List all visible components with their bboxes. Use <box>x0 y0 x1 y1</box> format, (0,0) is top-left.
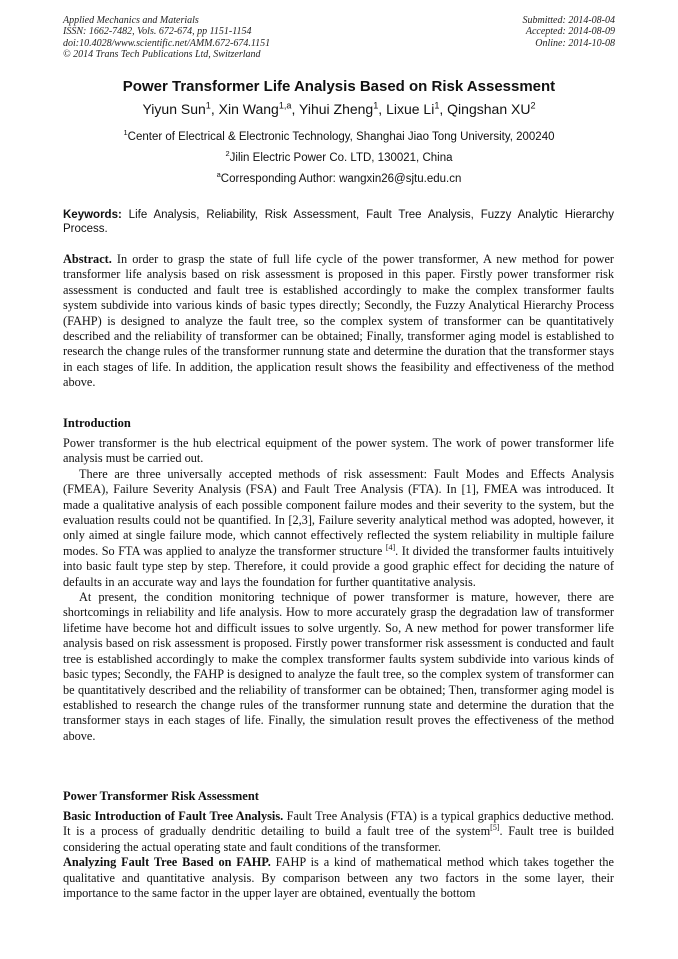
keywords-label: Keywords: <box>63 209 122 221</box>
paragraph-text: There are three universally accepted methods of risk assessment: Fault Modes and Effects Analysis (FMEA), Failure Severity Analysis (FSA) and Fault Tree Analysis (FTA). In [1], FMEA was introduced. It made a qualitative analysis of each possible component failure modes and their severity to the system, but the evaluation results could not be quantified. In [2,3], Failure severity analytical method was adopted, however, it only aimed at single failure mode, which cannot effectively reflected the system reliability in multiple failure modes. So FTA was applied to analyze the transformer structure <box>63 466 614 558</box>
issn-line: ISSN: 1662-7482, Vols. 672-674, pp 1151-1154 <box>63 26 252 38</box>
abstract <box>63 252 614 391</box>
author-name: Qingshan XU <box>447 101 531 117</box>
author-affiliation-mark: 1 <box>373 100 379 111</box>
citation-ref: [4] <box>385 542 396 552</box>
online-date: Online: 2014-10-08 <box>535 37 615 49</box>
paper-title: Power Transformer Life Analysis Based on Risk Assessment <box>122 78 556 95</box>
submitted-date: Submitted: 2014-08-04 <box>522 15 615 26</box>
journal-name: Applied Mechanics and Materials <box>63 15 199 26</box>
affiliation-text: Center of Electrical & Electronic Technology, Shanghai Jiao Tong University, 200240 <box>127 131 555 143</box>
author-separator: , <box>439 101 448 117</box>
author-affiliation-mark: 1 <box>434 100 440 111</box>
author-affiliation-mark: 1,a <box>278 100 292 111</box>
author-separator: , <box>291 101 300 117</box>
copyright-line: © 2014 Trans Tech Publications Ltd, Switzerland <box>63 48 261 60</box>
affiliation-1 <box>0 128 678 143</box>
affiliation-mark: a <box>216 170 221 180</box>
affiliation-mark: 1 <box>123 128 128 138</box>
affiliation-2 <box>0 149 678 164</box>
run-in-heading: Analyzing Fault Tree Based on FAHP. <box>63 855 271 870</box>
abstract-label: Abstract. <box>63 252 112 266</box>
corresponding-email[interactable]: Corresponding Author: wangxin26@sjtu.edu.cn <box>220 173 462 185</box>
author-name: Lixue Li <box>386 101 435 117</box>
citation-ref: [5] <box>490 823 500 833</box>
doi-link[interactable]: doi:10.4028/www.scientific.net/AMM.672-674.1151 <box>63 37 271 49</box>
intro-paragraph-3: At present, the condition monitoring technique of power transformer is mature, however, there are shortcomings in reliability and life analysis. How to more accurately grasp the degradation law of transformer lifetime have become hot and difficult issues to solve urgently. So, A new method for power transformer life analysis based on risk assessment is proposed. Firstly power transformer risk assessment is conducted and fault tree is established accordingly to make the complex transformer faults system subdivide into various kinds of basic types; Secondly, the FAHP is designed to analyze the fault tree, so the complex system of transformer can be quantitatively described and the reliability of transformer can be obtained; Then, transformer aging model is established to research the change rules of the transformer runnung state and determine the duration that the transformer stays in each stages of life. Finally, the simulation result proves the effectiveness of the method above. <box>63 590 614 743</box>
abstract-text: In order to grasp the state of full life cycle of the power transformer, A new method for power transformer life analysis based on risk assessment is proposed in this paper. Firstly power transformer risk assessment is conducted and fault tree is established accordingly to make the complex transformer faults system subdivide into various kinds of basic types directly; Secondly, the Fuzzy Analytical Hierarchy Process (FAHP) is designed to analyze the fault tree, so the complex system of transformer can be quantitatively described and the reliability of transformer can be obtained; Finally, transformer aging model is established to research the change rules of the transformer runnung state and determine the duration that the transformer stays in each stages of life. In addition, the application result shows the feasibility and effectiveness of the method above. <box>63 252 614 390</box>
run-in-heading: Basic Introduction of Fault Tree Analysis. <box>63 809 284 823</box>
risk-paragraph-1 <box>63 809 614 855</box>
intro-paragraph-2 <box>63 467 614 590</box>
intro-paragraph-1: Power transformer is the hub electrical equipment of the power system. The work of power transformer life analysis must be carried out. <box>63 436 614 466</box>
risk-assessment-heading: Power Transformer Risk Assessment <box>63 789 259 803</box>
introduction-body <box>63 436 614 744</box>
risk-paragraph-2 <box>63 855 614 901</box>
dates-header <box>523 15 616 49</box>
keywords <box>63 208 614 236</box>
author-name: Yiyun Sun <box>142 101 206 117</box>
affiliation-text: Jilin Electric Power Co. LTD, 130021, China <box>229 152 453 164</box>
risk-assessment-body <box>63 809 614 901</box>
author-separator: , <box>378 101 387 117</box>
author-separator: , <box>210 101 219 117</box>
journal-header <box>63 15 270 60</box>
affiliation-mark: 2 <box>225 149 230 159</box>
paragraph-text: Fault Tree Analysis (FTA) is a typical graphics deductive method. It is a process of gradually dendritic detailing to build a fault tree of the system <box>63 809 614 839</box>
introduction-heading: Introduction <box>63 416 131 430</box>
paragraph-text: . Fault tree is builded considering the actual operating state and fault conditions of the transformer. <box>63 824 615 854</box>
keywords-text: Life Analysis, Reliability, Risk Assessment, Fault Tree Analysis, Fuzzy Analytic Hierarchy Process. <box>63 209 614 235</box>
paragraph-text: FAHP is a kind of mathematical method which takes together the qualitative and quantitative analysis. By comparison between any two factors in the some layer, their importance to the same factor in the upper layer are obtained, eventually the bottom <box>63 855 614 901</box>
author-affiliation-mark: 2 <box>530 100 536 111</box>
author-list <box>0 101 678 117</box>
accepted-date: Accepted: 2014-08-09 <box>525 26 615 38</box>
author-name: Yihui Zheng <box>299 101 374 117</box>
corresponding-author <box>0 170 678 185</box>
author-affiliation-mark: 1 <box>205 100 211 111</box>
author-name: Xin Wang <box>218 101 279 117</box>
paragraph-text: . It divided the transformer faults intuitively into basic fault type step by step. Therefore, it could provide a good graphic effect for deciding the nature of defaults in an accurate way and lays the foundation for further quantitative analysis. <box>63 543 614 589</box>
